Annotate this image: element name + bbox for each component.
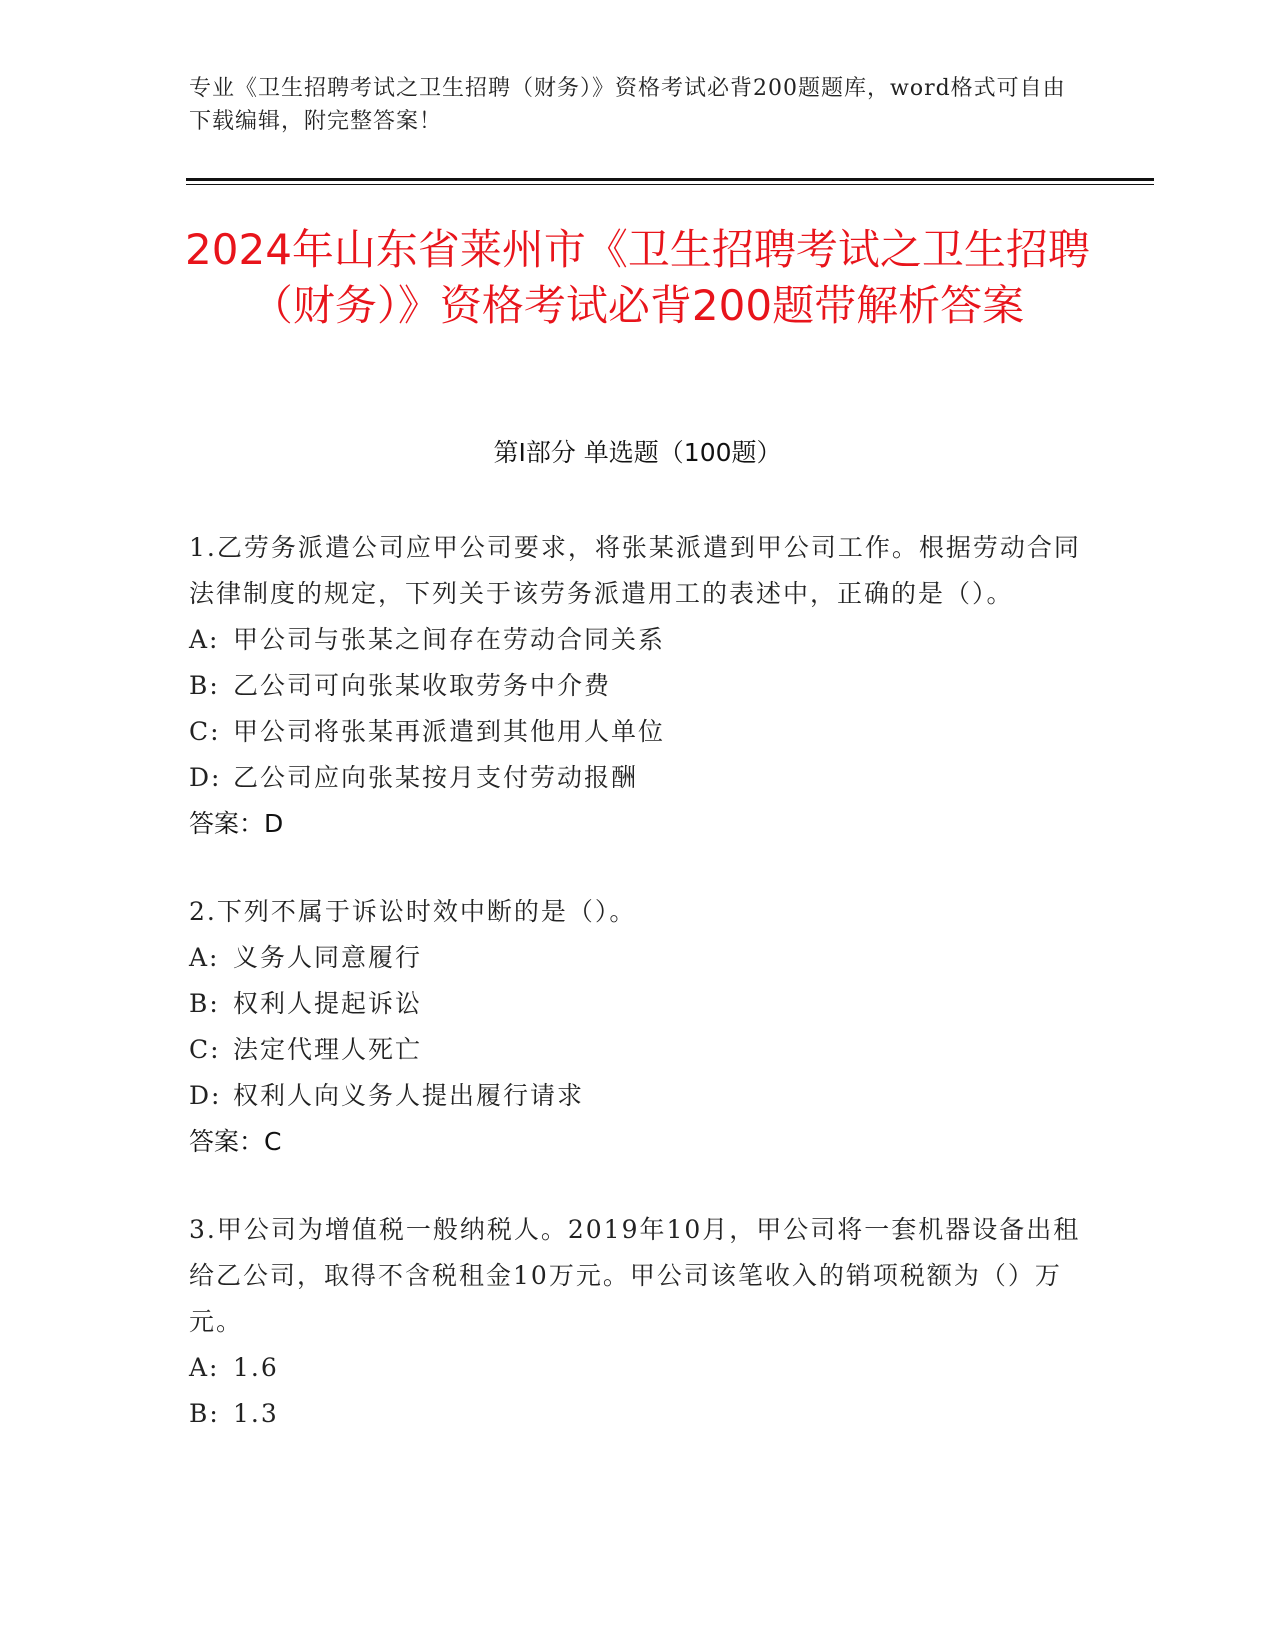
question-stem: 2.下列不属于诉讼时效中断的是（）。 [189,897,637,926]
header-divider-thick [186,178,1154,181]
option-text: 甲公司与张某之间存在劳动合同关系 [233,625,666,654]
question-stem: 1.乙劳务派遣公司应甲公司要求，将张某派遣到甲公司工作。根据劳动合同法律制度的规定，下列关于该劳务派遣用工的表述中，正确的是（）。 [189,533,1081,608]
option-letter: D: [189,1081,222,1110]
section-heading: 第I部分 单选题（100题） [493,438,782,467]
question-3 [189,1207,1089,1437]
option-b [189,1391,1089,1437]
option-text: 乙公司应向张某按月支付劳动报酬 [233,763,639,792]
option-text: 义务人同意履行 [233,943,423,972]
option-letter: A: [189,625,220,654]
document-title: 2024年山东省莱州市《卫生招聘考试之卫生招聘（财务）》资格考试必背200题带解析答案 [185,225,1090,330]
option-d [189,755,1089,801]
question-list [189,525,1089,1479]
option-letter: B: [189,671,220,700]
option-a [189,935,1089,981]
option-a [189,1345,1089,1391]
option-text: 1.3 [233,1399,279,1428]
option-text: 法定代理人死亡 [233,1035,423,1064]
question-2 [189,889,1089,1165]
option-letter: B: [189,1399,220,1428]
option-letter: C: [189,717,221,746]
option-text: 乙公司可向张某收取劳务中介费 [233,671,612,700]
option-d [189,1073,1089,1119]
option-letter: D: [189,763,222,792]
option-letter: A: [189,943,220,972]
header-divider-thin [186,184,1154,185]
option-text: 权利人提起诉讼 [233,989,423,1018]
option-c [189,1027,1089,1073]
option-b [189,981,1089,1027]
option-b [189,663,1089,709]
answer: 答案：D [189,809,284,838]
question-stem: 3.甲公司为增值税一般纳税人。2019年10月，甲公司将一套机器设备出租给乙公司，取得不含税租金10万元。甲公司该笔收入的销项税额为（）万元。 [189,1215,1081,1336]
option-text: 甲公司将张某再派遣到其他用人单位 [233,717,666,746]
option-text: 1.6 [233,1353,279,1382]
header-note: 专业《卫生招聘考试之卫生招聘（财务）》资格考试必背200题题库，word格式可自由下载编辑，附完整答案！ [189,76,1066,134]
answer: 答案：C [189,1127,282,1156]
option-text: 权利人向义务人提出履行请求 [233,1081,585,1110]
option-a [189,617,1089,663]
question-1 [189,525,1089,847]
option-c [189,709,1089,755]
option-letter: C: [189,1035,221,1064]
option-letter: B: [189,989,220,1018]
option-letter: A: [189,1353,220,1382]
